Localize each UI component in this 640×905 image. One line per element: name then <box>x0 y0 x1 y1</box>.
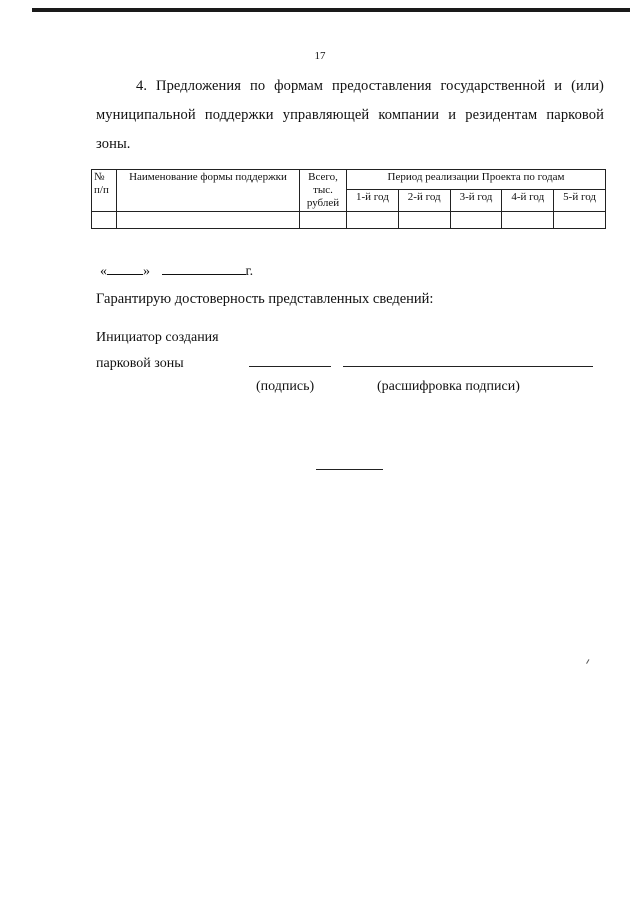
page-number: 17 <box>314 50 326 62</box>
header-year-5 <box>554 190 606 212</box>
initiator-line-2: парковой зоны <box>96 356 184 371</box>
date-open-quote: « <box>100 264 107 279</box>
signature-line <box>249 366 331 367</box>
end-separator <box>316 469 383 470</box>
year-suffix: г. <box>245 264 254 279</box>
year-4-label: 4-й год <box>511 191 545 203</box>
table-cell <box>502 212 554 229</box>
year-3-label: 3-й год <box>459 191 493 203</box>
date-close-quote: » <box>143 264 150 279</box>
scan-speck <box>586 659 593 666</box>
initiator-line-1: Инициатор создания <box>96 330 219 345</box>
table-row <box>92 212 606 229</box>
table-cell <box>300 212 347 229</box>
header-year-3 <box>450 190 502 212</box>
header-total <box>300 170 347 212</box>
header-number <box>92 170 117 212</box>
table-cell <box>554 212 606 229</box>
header-name <box>117 170 300 212</box>
table-cell <box>92 212 117 229</box>
date-line <box>100 262 253 280</box>
day-blank <box>107 262 143 275</box>
year-2-label: 2-й год <box>407 191 441 203</box>
header-period-label: Период реализации Проекта по годам <box>387 171 565 183</box>
year-5-label: 5-й год <box>563 191 596 203</box>
transcript-caption: (расшифровка подписи) <box>377 379 520 394</box>
initiator-label <box>96 325 219 377</box>
header-period <box>347 170 606 190</box>
guarantee-statement: Гарантирую достоверность представленных сведений: <box>96 291 434 307</box>
month-blank <box>162 262 246 275</box>
table-cell <box>347 212 399 229</box>
signature-caption: (подпись) <box>256 379 315 394</box>
transcript-line <box>343 366 593 367</box>
header-name-label: Наименование формы поддержки <box>129 171 287 183</box>
header-year-4 <box>502 190 554 212</box>
support-forms-table <box>91 169 606 229</box>
table-cell <box>450 212 502 229</box>
section-paragraph: 4. Предложения по формам предоставления государственной и (или) муниципальной поддержки управляющей компании и резидентам парковой зоны. <box>96 78 604 152</box>
header-year-2 <box>398 190 450 212</box>
table-cell <box>398 212 450 229</box>
header-year-1 <box>347 190 399 212</box>
year-1-label: 1-й год <box>355 191 389 203</box>
scan-top-bar <box>32 8 630 12</box>
table-cell <box>117 212 300 229</box>
header-number-label: № п/п <box>94 171 109 196</box>
header-total-label: Всего, тыс. рублей <box>306 171 340 209</box>
